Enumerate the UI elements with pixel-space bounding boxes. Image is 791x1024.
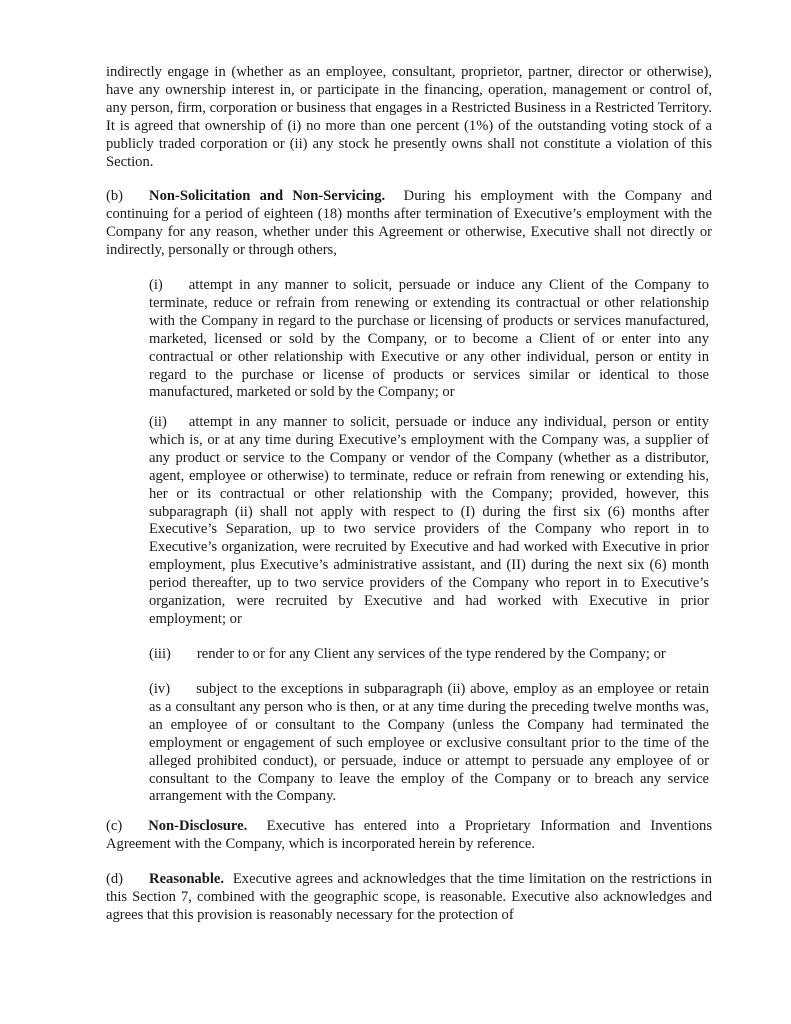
continued-paragraph: indirectly engage in (whether as an employee, consultant, proprietor, partner, director or otherwise), have any ownership interest in, or participate in the financing, operation, management or control of, any person, firm, corporation or business that engages in a Restricted Business in a Restricted Territory. It is agreed that ownership of (i) no more than one percent (1%) of the outstanding voting stock of a publicly traded corporation or (ii) any stock he presently owns shall not constitute a violation of this Section.: [106, 64, 712, 170]
section-c: [106, 818, 712, 854]
subparagraph-iv-text: subject to the exceptions in subparagraph (ii) above, employ as an employee or retain as a consultant any person who is then, or at any time during the preceding twelve months was, an employee of or consultant to the Company (unless the Company had terminated the employment or engagement of such employee or exclusive consultant prior to the time of the alleged prohibited conduct), or persuade, induce or attempt to persuade any employee of or consultant to the Company to leave the employ of the Company or to breach any service arrangement with the Company.: [149, 681, 709, 805]
section-d-text: Executive agrees and acknowledges that the time limitation on the restrictions in this Section 7, combined with the geographic scope, is reasonable. Executive also acknowledges and agrees that this provision is reasonably necessary for the protection of: [106, 871, 712, 923]
section-b-heading: Non-Solicitation and Non-Servicing.: [149, 188, 386, 204]
subparagraph-i: [149, 277, 709, 402]
section-d: [106, 871, 712, 925]
subparagraph-iv-number: (iv): [149, 681, 171, 697]
section-d-heading: Reasonable.: [149, 871, 225, 887]
subparagraph-iii-text: render to or for any Client any services of the type rendered by the Company; or: [196, 646, 666, 662]
subparagraph-i-text: attempt in any manner to solicit, persuade or induce any Client of the Company to terminate, reduce or refrain from renewing or extending its contractual or other relationship with the Company in regard to the purchase or licensing of products or services manufactured, marketed, licensed or sold by the Company, or to become a Client of or enter into any contractual or other relationship with Executive or any other individual, person or entity in regard to the purchase or license of products or services similar or identical to those manufactured, marketed or sold by the Company; or: [149, 277, 709, 401]
section-c-text: Executive has entered into a Proprietary Information and Inventions Agreement with the Company, which is incorporated herein by reference.: [106, 818, 712, 852]
section-d-number: (d): [106, 871, 124, 887]
section-b-intro: [106, 188, 712, 260]
subparagraph-i-number: (i): [149, 277, 163, 293]
subparagraph-ii-text: attempt in any manner to solicit, persuade or induce any individual, person or entity which is, or at any time during Executive’s employment with the Company was, a supplier of any product or service to the Company or vendor of the Company (whether as a distributor, agent, employee or otherwise) to terminate, reduce or refrain from renewing or extending his, her or its contractual or other relationship with the Company; provided, however, this subparagraph (ii) shall not apply with respect to (I) during the first six (6) months after Executive’s Separation, up to two service providers of the Company who report in to Executive’s organization, were recruited by Executive and had worked with Executive in prior employment, plus Executive’s administrative assistant, and (II) during the next six (6) month period thereafter, up to two service providers of the Company who report in to Executive’s organization, were recruited by Executive and had worked with Executive in prior employment; or: [149, 414, 709, 627]
subparagraph-ii: [149, 414, 709, 629]
subparagraph-iii: [149, 646, 709, 664]
subparagraph-iii-number: (iii): [149, 646, 171, 662]
subparagraph-iv: [149, 681, 709, 806]
subparagraph-ii-number: (ii): [149, 414, 167, 430]
section-c-number: (c): [106, 818, 123, 834]
section-c-heading: Non-Disclosure.: [148, 818, 248, 834]
section-b-number: (b): [106, 188, 124, 204]
section-b-text: During his employment with the Company and continuing for a period of eighteen (18) months after termination of Executive’s employment with the Company for any reason, whether under this Agreement or otherwise, Executive shall not directly or indirectly, personally or through others,: [106, 188, 712, 258]
